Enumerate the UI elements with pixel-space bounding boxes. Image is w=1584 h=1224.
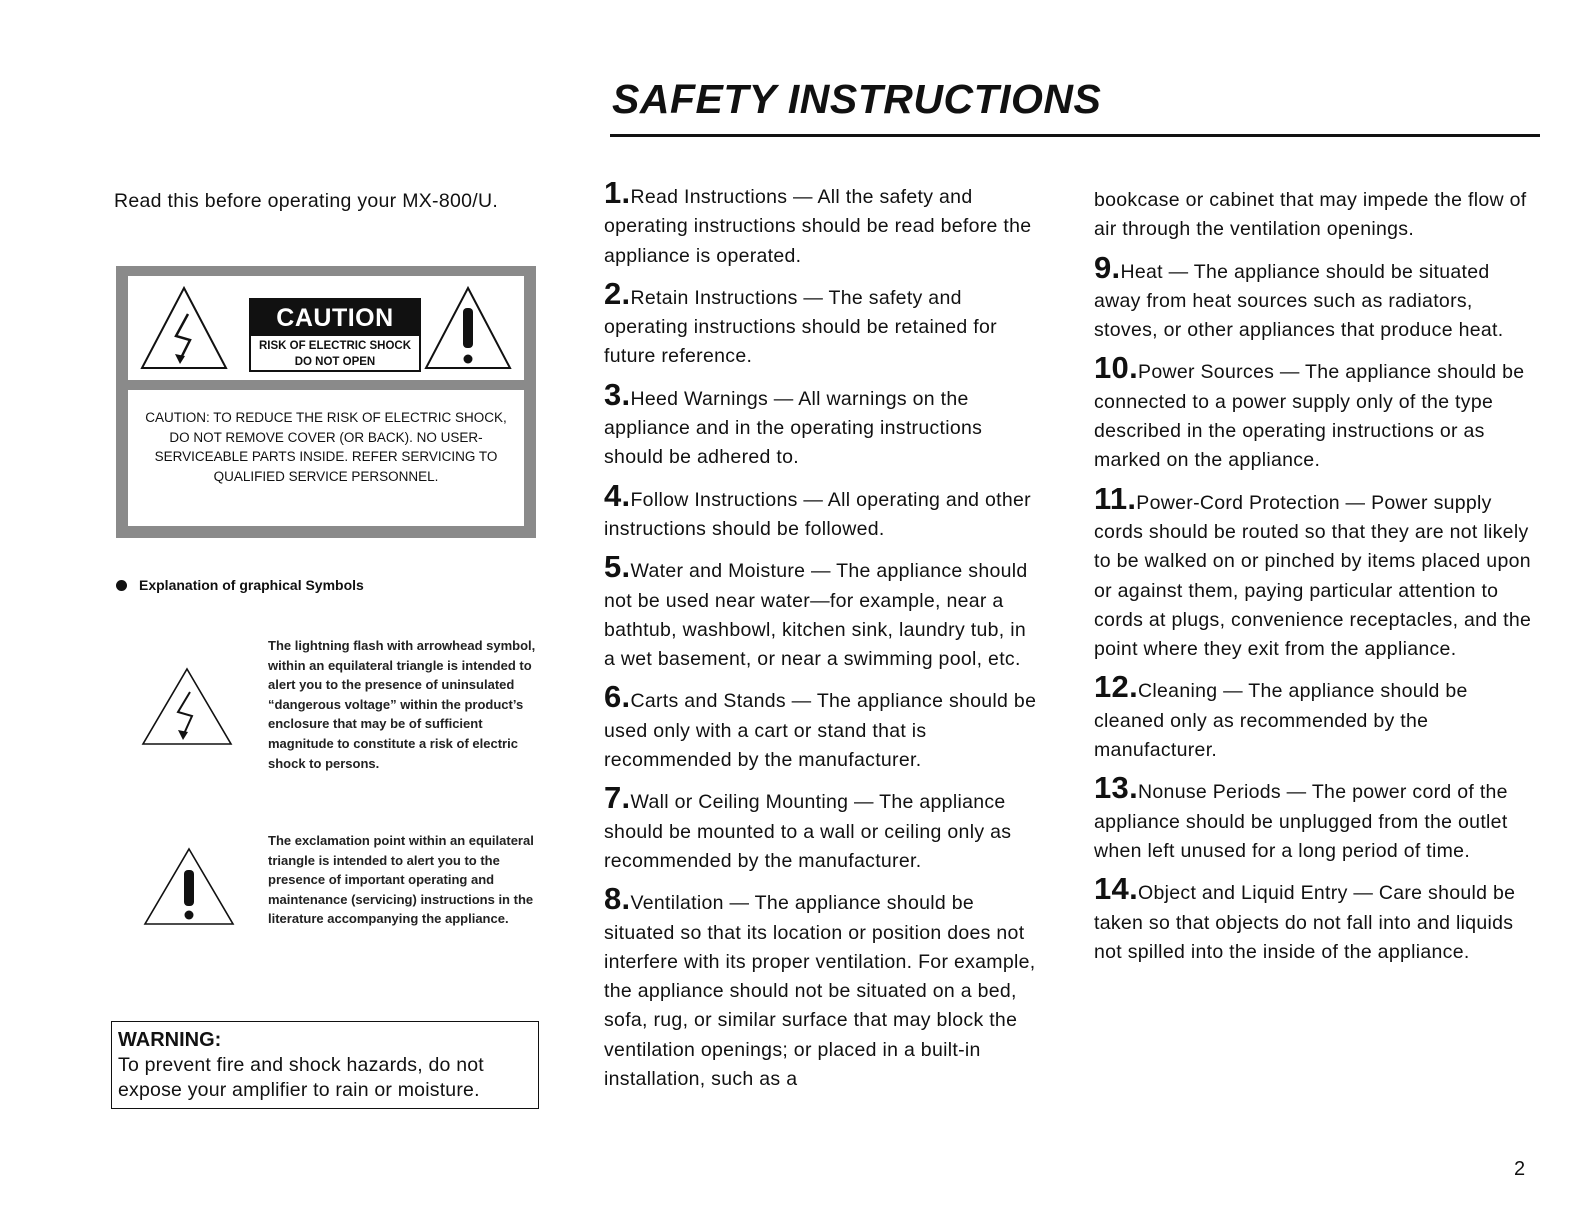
caution-label-graphic bbox=[116, 266, 536, 538]
caution-do-not-open-line: DO NOT OPEN bbox=[294, 356, 376, 368]
caution-label-bottom bbox=[128, 390, 524, 526]
instruction-text: Carts and Stands — The appliance should be used only with a cart or stand that is recommended by the manufacturer. bbox=[604, 690, 1037, 772]
instructions-column-1 bbox=[604, 175, 1042, 1107]
instruction-number: 4 . bbox=[604, 478, 630, 513]
instruction-item bbox=[1094, 249, 1534, 346]
instruction-number: 14 . bbox=[1094, 871, 1138, 906]
instruction-item bbox=[604, 376, 1042, 473]
instruction-item bbox=[604, 881, 1042, 1094]
instruction-number: 11 . bbox=[1094, 481, 1136, 516]
instruction-number: 13 . bbox=[1094, 770, 1138, 805]
instruction-text: Object and Liquid Entry — Care should be taken so that objects do not fall into and liquids not spilled into the inside of the appliance. bbox=[1094, 882, 1516, 963]
instruction-item bbox=[1094, 350, 1534, 475]
instruction-text: Read Instructions — All the safety and operating instructions should be read before the appliance is operated. bbox=[604, 186, 1032, 267]
instruction-text: Retain Instructions — The safety and operating instructions should be retained for future reference. bbox=[604, 286, 997, 368]
instruction-text: Wall or Ceiling Mounting — The appliance should be mounted to a wall or ceiling only as recommended by the manufacturer. bbox=[604, 791, 1012, 872]
lightning-triangle-icon bbox=[138, 284, 230, 374]
caution-label-top bbox=[128, 276, 524, 380]
intro-text: Read this before operating your MX-800/U. bbox=[114, 190, 499, 212]
symbols-heading bbox=[116, 577, 364, 593]
caution-warning-text: CAUTION: TO REDUCE THE RISK OF ELECTRIC SHOCK, DO NOT REMOVE COVER (OR BACK). NO USER-SERVICEABLE PARTS INSIDE. REFER SERVICING TO QUALIFIED SERVICE PERSONNEL. bbox=[145, 410, 507, 484]
instruction-item bbox=[604, 477, 1042, 545]
instruction-item bbox=[1094, 669, 1534, 765]
instruction-item bbox=[604, 549, 1042, 674]
exclamation-symbol-text: The exclamation point within an equilateral triangle is intended to alert you to the presence of important operating and maintenance (servicing) instructions in the literature accompanying the appliance. bbox=[268, 833, 534, 927]
instruction-number: 9 . bbox=[1094, 250, 1120, 285]
instructions-column-2 bbox=[1094, 186, 1534, 980]
instruction-item bbox=[1094, 480, 1534, 665]
exclamation-symbol-icon bbox=[142, 846, 236, 928]
lightning-symbol-icon bbox=[140, 666, 234, 748]
instruction-continuation: bookcase or cabinet that may impede the flow of air through the ventilation openings. bbox=[1094, 189, 1527, 241]
instruction-text: Heed Warnings — All warnings on the appliance and in the operating instructions should be adhered to. bbox=[604, 387, 983, 469]
instruction-number: 7 . bbox=[604, 780, 630, 815]
lightning-symbol-text: The lightning flash with arrowhead symbol, within an equilateral triangle is intended to alert you to the presence of uninsulated “dangerous voltage” within the product’s enclosure that may be of sufficient magnitude to constitute a risk of electric shock to persons. bbox=[268, 638, 536, 771]
instruction-text: Power Sources — The appliance should be connected to a power supply only of the type described in the operating instructions or as marked on the appliance. bbox=[1094, 361, 1525, 472]
instruction-number: 8 . bbox=[604, 881, 630, 916]
instruction-item bbox=[604, 175, 1042, 271]
warning-title: WARNING: bbox=[118, 1029, 222, 1051]
exclamation-triangle-icon bbox=[422, 284, 514, 374]
caution-risk-line: RISK OF ELECTRIC SHOCK bbox=[258, 340, 412, 352]
page-number: 2 bbox=[1514, 1158, 1526, 1180]
instruction-item bbox=[604, 780, 1042, 876]
instruction-number: 1 . bbox=[604, 175, 630, 210]
title-rule bbox=[610, 134, 1540, 137]
instruction-number: 12 . bbox=[1094, 669, 1138, 704]
instruction-item bbox=[1094, 770, 1534, 866]
instruction-text: Nonuse Periods — The power cord of the appliance should be unplugged from the outlet when left unused for a long period of time. bbox=[1094, 781, 1508, 862]
instruction-number: 5 . bbox=[604, 549, 630, 584]
bullet-icon bbox=[116, 580, 127, 591]
caution-word: CAUTION bbox=[251, 300, 419, 336]
instruction-number: 3 . bbox=[604, 377, 630, 412]
symbols-heading-text: Explanation of graphical Symbols bbox=[139, 577, 364, 593]
page-title: SAFETY INSTRUCTIONS bbox=[612, 76, 1102, 122]
warning-box bbox=[111, 1021, 539, 1109]
instruction-number: 6 . bbox=[604, 679, 630, 714]
instruction-text: Ventilation — The appliance should be situated so that its location or position does not interfere with its proper ventilation. For example, the appliance should not be situated on a bed, sofa, rug, or similar surface that may block the ventilation openings; or placed in a built-in installation, such as a bbox=[604, 892, 1036, 1091]
instruction-item bbox=[604, 679, 1042, 775]
caution-label bbox=[249, 298, 421, 372]
instruction-text: Follow Instructions — All operating and other instructions should be followed. bbox=[604, 488, 1031, 540]
instruction-item bbox=[1094, 871, 1534, 967]
instruction-item bbox=[604, 275, 1042, 372]
instruction-text: Power-Cord Protection — Power supply cords should be routed so that they are not likely to be walked on or pinched by items placed upon or against them, paying particular attention to cords at plugs, convenience receptacles, and the point where they exit from the appliance. bbox=[1094, 491, 1532, 661]
instruction-number: 10 . bbox=[1094, 350, 1138, 385]
instruction-text: Cleaning — The appliance should be cleaned only as recommended by the manufacturer. bbox=[1094, 680, 1468, 762]
instruction-text: Heat — The appliance should be situated away from heat sources such as radiators, stoves, or other appliances that produce heat. bbox=[1094, 260, 1504, 342]
instruction-number: 2 . bbox=[604, 276, 630, 311]
warning-body: To prevent fire and shock hazards, do not expose your amplifier to rain or moisture. bbox=[118, 1054, 484, 1101]
instruction-text: Water and Moisture — The appliance should not be used near water—for example, near a bathtub, washbowl, kitchen sink, laundry tub, in a wet basement, or near a swimming pool, etc. bbox=[604, 560, 1028, 671]
